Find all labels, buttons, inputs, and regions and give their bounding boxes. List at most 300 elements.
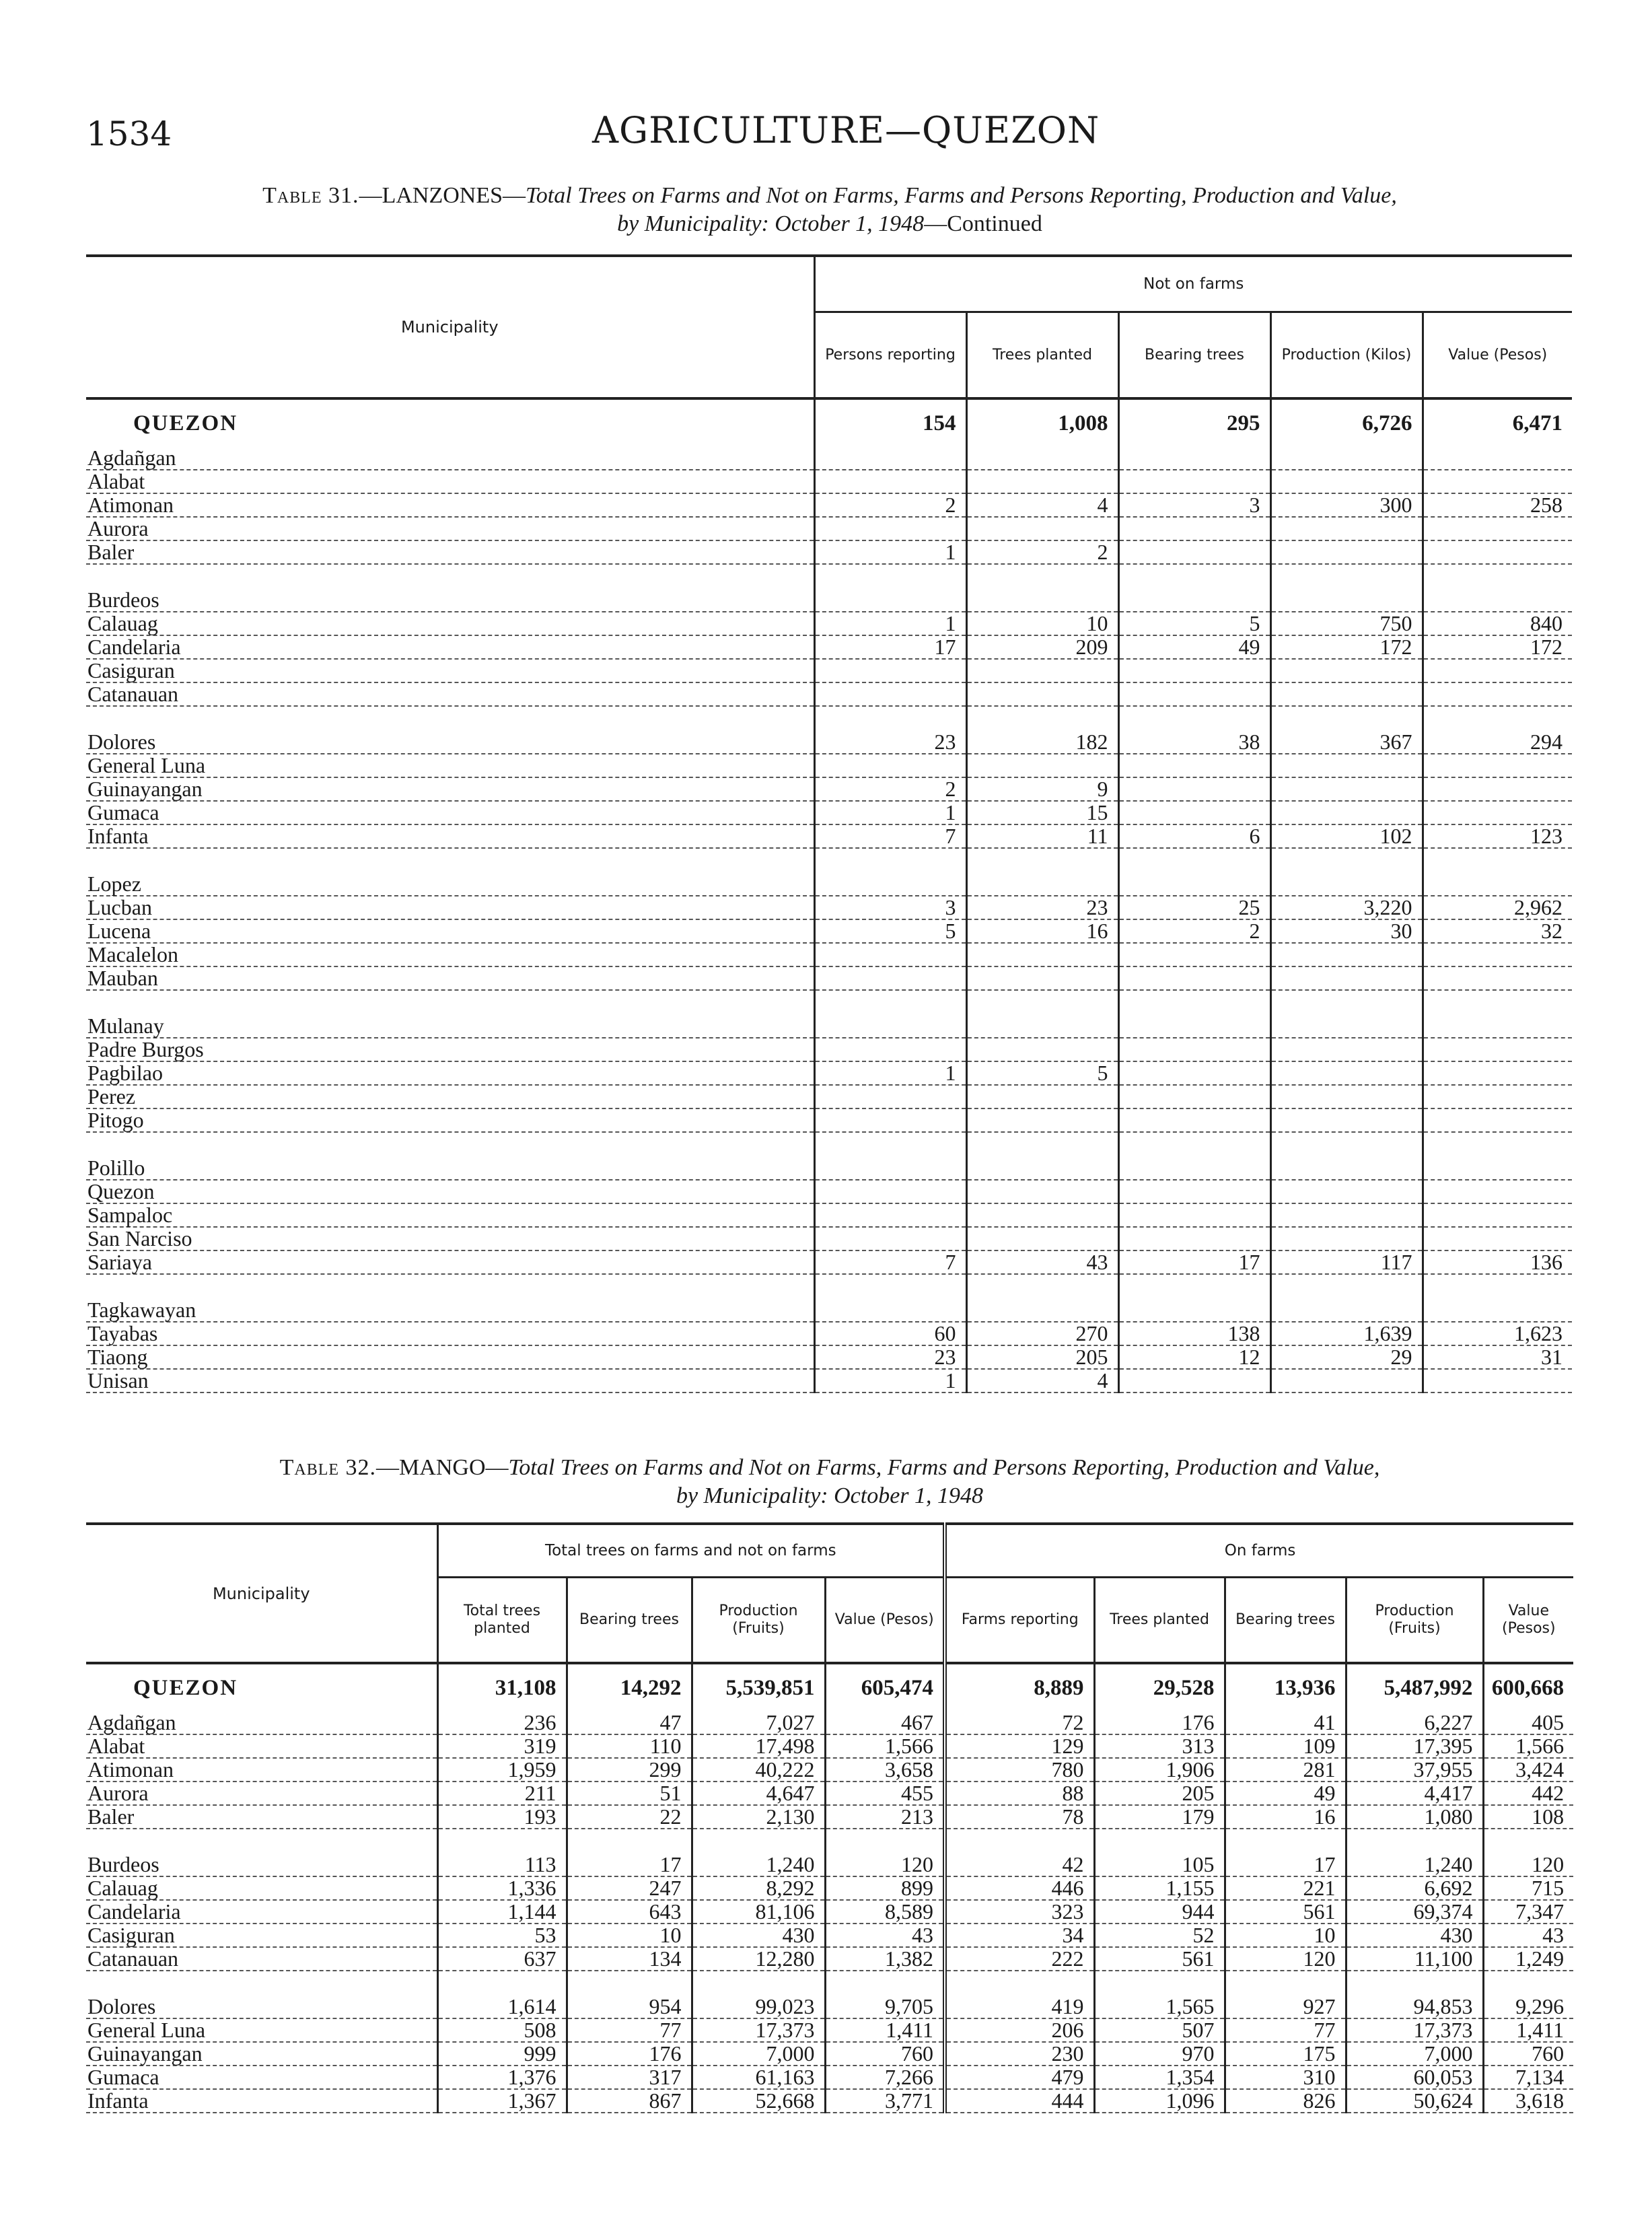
cell-value <box>1270 754 1423 777</box>
municipality-name: Atimonan <box>86 493 814 517</box>
cell-value: 1,144 <box>437 1900 567 1924</box>
cell-value: 826 <box>1225 2089 1346 2113</box>
table-32-group-header-on-farms: On farms <box>945 1524 1573 1578</box>
cell-value: 176 <box>567 2042 692 2066</box>
spacer-cell <box>1270 1132 1423 1157</box>
spacer-cell <box>945 1971 1094 1996</box>
cell-value <box>1270 447 1423 470</box>
cell-value: 715 <box>1483 1876 1573 1900</box>
spacer-cell <box>692 1971 825 1996</box>
spacer-cell <box>814 990 966 1015</box>
municipality-name: Calauag <box>86 1876 437 1900</box>
cell-value: 222 <box>945 1947 1094 1971</box>
cell-value: 17,498 <box>692 1734 825 1758</box>
cell-value: 10 <box>567 1924 692 1947</box>
cell-value: 136 <box>1423 1250 1572 1274</box>
table-row <box>86 540 1572 564</box>
cell-value: 1,906 <box>1094 1758 1225 1782</box>
cell-value: 16 <box>966 919 1118 943</box>
spacer-cell <box>966 564 1118 589</box>
cell-value: 3,220 <box>1270 896 1423 919</box>
cell-value <box>1270 1299 1423 1322</box>
spacer-cell <box>966 848 1118 873</box>
table-row <box>86 1876 1573 1900</box>
cell-value: 120 <box>1483 1854 1573 1876</box>
cell-value: 209 <box>966 635 1118 659</box>
cell-value <box>814 1299 966 1322</box>
municipality-name: Tayabas <box>86 1322 814 1345</box>
spacer-cell <box>1225 1829 1346 1854</box>
t31-column-header: Production (Kilos) <box>1270 312 1423 398</box>
cell-value: 7 <box>814 1250 966 1274</box>
table-row <box>86 493 1572 517</box>
cell-value: 77 <box>567 2018 692 2042</box>
cell-value: 299 <box>567 1758 692 1782</box>
cell-value: 4,647 <box>692 1782 825 1805</box>
table-32-label: Table 32. <box>279 1455 377 1480</box>
t32-group-spacer <box>86 1829 1573 1854</box>
cell-value: 8,292 <box>692 1876 825 1900</box>
spacer-cell <box>1423 1274 1572 1299</box>
spacer-cell <box>814 848 966 873</box>
cell-value: 1,249 <box>1483 1947 1573 1971</box>
cell-value: 430 <box>1346 1924 1483 1947</box>
cell-value: 17,395 <box>1346 1734 1483 1758</box>
cell-value: 2,962 <box>1423 896 1572 919</box>
cell-value <box>1423 1157 1572 1180</box>
cell-value: 750 <box>1270 612 1423 635</box>
cell-value: 205 <box>1094 1782 1225 1805</box>
t31-group-spacer <box>86 848 1572 873</box>
municipality-name: Dolores <box>86 731 814 754</box>
table-row <box>86 1924 1573 1947</box>
cell-value <box>1270 540 1423 564</box>
cell-value <box>966 1299 1118 1322</box>
table-row <box>86 635 1572 659</box>
cell-value: 561 <box>1225 1900 1346 1924</box>
municipality-name: Agdañgan <box>86 1712 437 1734</box>
table-row <box>86 2066 1573 2089</box>
t31-group-spacer <box>86 706 1572 731</box>
cell-value: 867 <box>567 2089 692 2113</box>
cell-value: 2 <box>966 540 1118 564</box>
spacer-cell <box>86 1274 814 1299</box>
cell-value <box>1118 447 1270 470</box>
cell-value: 47 <box>567 1712 692 1734</box>
cell-value: 300 <box>1270 493 1423 517</box>
spacer-cell <box>86 990 814 1015</box>
table-31-label: Table 31. <box>262 183 359 208</box>
cell-value: 7,000 <box>692 2042 825 2066</box>
cell-value <box>814 1038 966 1061</box>
cell-value: 51 <box>567 1782 692 1805</box>
cell-value: 43 <box>966 1250 1118 1274</box>
municipality-name: Sariaya <box>86 1250 814 1274</box>
table-row <box>86 1712 1573 1734</box>
table-row <box>86 754 1572 777</box>
cell-value: 77 <box>1225 2018 1346 2042</box>
cell-value: 123 <box>1423 824 1572 848</box>
cell-value <box>1270 589 1423 612</box>
total-value: 29,528 <box>1094 1663 1225 1712</box>
page-number: 1534 <box>86 114 172 153</box>
spacer-cell <box>1270 1274 1423 1299</box>
municipality-name: Lucena <box>86 919 814 943</box>
municipality-name: Catanauan <box>86 1947 437 1971</box>
spacer-cell <box>1094 1829 1225 1854</box>
table-row <box>86 1782 1573 1805</box>
cell-value: 6,227 <box>1346 1712 1483 1734</box>
cell-value: 99,023 <box>692 1996 825 2018</box>
cell-value: 927 <box>1225 1996 1346 2018</box>
t32-column-header: Trees planted <box>1094 1578 1225 1664</box>
cell-value <box>1270 1203 1423 1227</box>
cell-value <box>966 470 1118 493</box>
cell-value: 17 <box>1118 1250 1270 1274</box>
cell-value <box>1118 873 1270 896</box>
municipality-name: Atimonan <box>86 1758 437 1782</box>
table-row <box>86 919 1572 943</box>
cell-value <box>1270 943 1423 966</box>
cell-value: 109 <box>1225 1734 1346 1758</box>
cell-value <box>966 447 1118 470</box>
cell-value: 4,417 <box>1346 1782 1483 1805</box>
municipality-name: Baler <box>86 540 814 564</box>
municipality-name: Quezon <box>86 1180 814 1203</box>
table-row <box>86 2089 1573 2113</box>
cell-value <box>966 659 1118 682</box>
total-value: 1,008 <box>966 398 1118 447</box>
total-value: 6,726 <box>1270 398 1423 447</box>
cell-value: 134 <box>567 1947 692 1971</box>
t32-column-header: Farms reporting <box>945 1578 1094 1664</box>
table-row <box>86 1734 1573 1758</box>
cell-value <box>1118 1015 1270 1038</box>
municipality-name: Aurora <box>86 1782 437 1805</box>
total-label: QUEZON <box>133 411 238 435</box>
cell-value <box>1270 1038 1423 1061</box>
t31-group-spacer <box>86 564 1572 589</box>
cell-value: 1 <box>814 801 966 824</box>
spacer-cell <box>814 1274 966 1299</box>
cell-value: 3 <box>814 896 966 919</box>
cell-value <box>966 1180 1118 1203</box>
cell-value <box>1118 1061 1270 1085</box>
cell-value: 31 <box>1423 1345 1572 1369</box>
municipality-name: Alabat <box>86 1734 437 1758</box>
cell-value: 294 <box>1423 731 1572 754</box>
cell-value <box>1118 1108 1270 1132</box>
table-row <box>86 1180 1572 1203</box>
cell-value: 11 <box>966 824 1118 848</box>
cell-value <box>966 682 1118 706</box>
cell-value: 3 <box>1118 493 1270 517</box>
cell-value <box>966 1227 1118 1250</box>
cell-value <box>1118 659 1270 682</box>
cell-value: 1,376 <box>437 2066 567 2089</box>
cell-value: 1,155 <box>1094 1876 1225 1900</box>
cell-value <box>966 1085 1118 1108</box>
table-row <box>86 801 1572 824</box>
cell-value <box>814 943 966 966</box>
municipality-name: Lopez <box>86 873 814 896</box>
spacer-cell <box>1118 1274 1270 1299</box>
spacer-cell <box>1346 1829 1483 1854</box>
t31-column-header: Persons reporting <box>814 312 966 398</box>
cell-value: 10 <box>966 612 1118 635</box>
cell-value <box>966 1157 1118 1180</box>
cell-value <box>814 517 966 540</box>
table-row <box>86 1854 1573 1876</box>
t32-column-header: Bearing trees <box>567 1578 692 1664</box>
total-label: QUEZON <box>133 1676 238 1700</box>
spacer-cell <box>1118 990 1270 1015</box>
cell-value: 1,367 <box>437 2089 567 2113</box>
spacer-cell <box>1423 990 1572 1015</box>
cell-value: 4 <box>966 493 1118 517</box>
cell-value <box>814 659 966 682</box>
municipality-name: Tiaong <box>86 1345 814 1369</box>
cell-value <box>1423 589 1572 612</box>
cell-value: 1,336 <box>437 1876 567 1900</box>
cell-value <box>814 1108 966 1132</box>
cell-value: 43 <box>825 1924 945 1947</box>
spacer-cell <box>1094 1971 1225 1996</box>
cell-value: 120 <box>825 1854 945 1876</box>
cell-value: 17 <box>814 635 966 659</box>
cell-value <box>1423 966 1572 990</box>
cell-value <box>966 517 1118 540</box>
cell-value: 61,163 <box>692 2066 825 2089</box>
running-head: AGRICULTURE—QUEZON <box>592 109 1100 151</box>
table-row <box>86 1369 1572 1392</box>
table-row <box>86 824 1572 848</box>
cell-value: 110 <box>567 1734 692 1758</box>
cell-value: 2 <box>814 777 966 801</box>
cell-value: 310 <box>1225 2066 1346 2089</box>
t32-column-header: Value (Pesos) <box>1483 1578 1573 1664</box>
cell-value: 236 <box>437 1712 567 1734</box>
municipality-name: Alabat <box>86 470 814 493</box>
cell-value <box>1423 873 1572 896</box>
cell-value <box>1270 801 1423 824</box>
total-value: 8,889 <box>945 1663 1094 1712</box>
cell-value <box>1118 943 1270 966</box>
t31-column-header: Value (Pesos) <box>1423 312 1572 398</box>
municipality-name: Gumaca <box>86 801 814 824</box>
table-32-municipality-header: Municipality <box>86 1524 437 1663</box>
cell-value <box>1118 1227 1270 1250</box>
table-row <box>86 896 1572 919</box>
cell-value: 561 <box>1094 1947 1225 1971</box>
cell-value <box>966 1203 1118 1227</box>
spacer-cell <box>1118 848 1270 873</box>
municipality-name: Polillo <box>86 1157 814 1180</box>
cell-value <box>1423 754 1572 777</box>
cell-value: 637 <box>437 1947 567 1971</box>
spacer-cell <box>814 706 966 731</box>
cell-value: 40,222 <box>692 1758 825 1782</box>
cell-value: 175 <box>1225 2042 1346 2066</box>
cell-value: 88 <box>945 1782 1094 1805</box>
table-31-name: —LANZONES— <box>359 183 526 208</box>
cell-value <box>1118 754 1270 777</box>
cell-value <box>966 966 1118 990</box>
spacer-cell <box>1118 1132 1270 1157</box>
t32-column-header: Production (Fruits) <box>692 1578 825 1664</box>
cell-value <box>814 1015 966 1038</box>
cell-value <box>814 1180 966 1203</box>
cell-value <box>1270 777 1423 801</box>
cell-value <box>1423 1299 1572 1322</box>
spacer-cell <box>1483 1971 1573 1996</box>
table-row <box>86 1085 1572 1108</box>
cell-value <box>814 1085 966 1108</box>
table-31-group-header: Not on farms <box>814 256 1572 312</box>
cell-value: 211 <box>437 1782 567 1805</box>
table-row <box>86 1250 1572 1274</box>
cell-value: 479 <box>945 2066 1094 2089</box>
cell-value: 1,566 <box>825 1734 945 1758</box>
cell-value: 120 <box>1225 1947 1346 1971</box>
cell-value <box>1270 1227 1423 1250</box>
spacer-cell <box>1423 706 1572 731</box>
cell-value: 9,705 <box>825 1996 945 2018</box>
cell-value: 7 <box>814 824 966 848</box>
cell-value: 72 <box>945 1712 1094 1734</box>
cell-value: 1,240 <box>692 1854 825 1876</box>
cell-value <box>1423 447 1572 470</box>
table-row <box>86 1038 1572 1061</box>
spacer-cell <box>1118 564 1270 589</box>
cell-value <box>1270 1015 1423 1038</box>
t32-column-header: Bearing trees <box>1225 1578 1346 1664</box>
table-row <box>86 1108 1572 1132</box>
cell-value: 3,658 <box>825 1758 945 1782</box>
cell-value: 41 <box>1225 1712 1346 1734</box>
cell-value: 53 <box>437 1924 567 1947</box>
municipality-name: Calauag <box>86 612 814 635</box>
spacer-cell <box>1423 564 1572 589</box>
table-row <box>86 1061 1572 1085</box>
municipality-name: Infanta <box>86 2089 437 2113</box>
cell-value <box>966 754 1118 777</box>
cell-value: 138 <box>1118 1322 1270 1345</box>
table-row <box>86 777 1572 801</box>
cell-value: 17 <box>567 1854 692 1876</box>
cell-value: 182 <box>966 731 1118 754</box>
cell-value <box>1423 659 1572 682</box>
cell-value: 1,623 <box>1423 1322 1572 1345</box>
total-value: 31,108 <box>437 1663 567 1712</box>
cell-value: 34 <box>945 1924 1094 1947</box>
table-row <box>86 612 1572 635</box>
cell-value: 954 <box>567 1996 692 2018</box>
cell-value: 5 <box>1118 612 1270 635</box>
cell-value: 1 <box>814 540 966 564</box>
t31-column-header: Bearing trees <box>1118 312 1270 398</box>
cell-value: 8,589 <box>825 1900 945 1924</box>
cell-value <box>1423 1108 1572 1132</box>
table-row <box>86 1345 1572 1369</box>
cell-value: 258 <box>1423 493 1572 517</box>
spacer-cell <box>1225 1971 1346 1996</box>
municipality-name: Candelaria <box>86 1900 437 1924</box>
t32-group-spacer <box>86 1971 1573 1996</box>
cell-value <box>1423 943 1572 966</box>
cell-value <box>1270 517 1423 540</box>
cell-value: 172 <box>1423 635 1572 659</box>
cell-value: 247 <box>567 1876 692 1900</box>
table-32-title: Total Trees on Farms and Not on Farms, Farms and Persons Reporting, Production and Value, <box>508 1455 1380 1480</box>
cell-value: 16 <box>1225 1805 1346 1829</box>
cell-value: 7,347 <box>1483 1900 1573 1924</box>
cell-value: 317 <box>567 2066 692 2089</box>
cell-value: 94,853 <box>1346 1996 1483 2018</box>
spacer-cell <box>86 706 814 731</box>
spacer-cell <box>437 1971 567 1996</box>
cell-value: 52 <box>1094 1924 1225 1947</box>
spacer-cell <box>1423 848 1572 873</box>
t32-column-header: Total trees planted <box>437 1578 567 1664</box>
cell-value: 10 <box>1225 1924 1346 1947</box>
cell-value <box>966 943 1118 966</box>
cell-value: 3,424 <box>1483 1758 1573 1782</box>
cell-value <box>1423 801 1572 824</box>
municipality-name: General Luna <box>86 2018 437 2042</box>
cell-value: 1,080 <box>1346 1805 1483 1829</box>
cell-value <box>1270 873 1423 896</box>
t32-total-row <box>86 1663 1573 1712</box>
cell-value: 69,374 <box>1346 1900 1483 1924</box>
municipality-name: Baler <box>86 1805 437 1829</box>
cell-value: 7,134 <box>1483 2066 1573 2089</box>
cell-value <box>1270 682 1423 706</box>
spacer-cell <box>814 1132 966 1157</box>
t31-group-spacer <box>86 1274 1572 1299</box>
table-row <box>86 1299 1572 1322</box>
cell-value <box>1423 1038 1572 1061</box>
municipality-name: Aurora <box>86 517 814 540</box>
table-31-title: Total Trees on Farms and Not on Farms, Farms and Persons Reporting, Production and Value, <box>526 183 1397 208</box>
spacer-cell <box>692 1829 825 1854</box>
cell-value <box>1118 1180 1270 1203</box>
spacer-cell <box>1118 706 1270 731</box>
table-row <box>86 731 1572 754</box>
cell-value: 1,614 <box>437 1996 567 2018</box>
table-row <box>86 943 1572 966</box>
spacer-cell <box>1270 848 1423 873</box>
spacer-cell <box>1483 1829 1573 1854</box>
cell-value <box>814 470 966 493</box>
cell-value: 37,955 <box>1346 1758 1483 1782</box>
cell-value <box>1270 470 1423 493</box>
cell-value <box>1270 1180 1423 1203</box>
table-row <box>86 966 1572 990</box>
municipality-name: Tagkawayan <box>86 1299 814 1322</box>
spacer-cell <box>825 1971 945 1996</box>
cell-value <box>1423 777 1572 801</box>
municipality-name: Agdañgan <box>86 447 814 470</box>
cell-value: 1,096 <box>1094 2089 1225 2113</box>
cell-value <box>1118 1299 1270 1322</box>
cell-value <box>1270 1061 1423 1085</box>
cell-value: 5 <box>814 919 966 943</box>
cell-value <box>814 1157 966 1180</box>
municipality-name: Infanta <box>86 824 814 848</box>
cell-value: 25 <box>1118 896 1270 919</box>
cell-value <box>1270 659 1423 682</box>
